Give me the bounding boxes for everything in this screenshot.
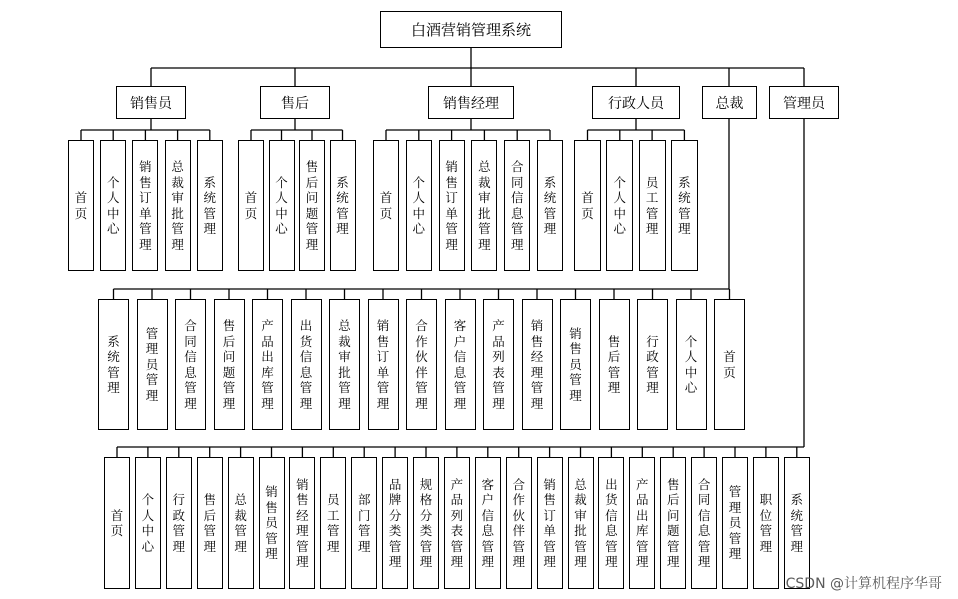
module-label: 个人中心	[412, 174, 426, 236]
module-node	[676, 299, 707, 430]
module-label: 售后管理	[607, 333, 621, 395]
module-label: 销售订单管理	[445, 159, 458, 252]
module-label: 系统管理	[203, 174, 217, 236]
module-node	[289, 457, 315, 589]
module-node	[98, 299, 129, 430]
module-label: 合作伙伴管理	[512, 476, 525, 569]
module-label: 总裁管理	[234, 492, 247, 554]
module-node	[373, 140, 399, 271]
module-label: 部门管理	[357, 492, 371, 554]
module-node	[537, 457, 563, 589]
module-label: 销售订单管理	[376, 318, 390, 411]
module-label: 个人中心	[613, 174, 627, 236]
module-label: 个人中心	[106, 174, 120, 236]
module-label: 职位管理	[759, 492, 773, 554]
module-label: 首页	[723, 349, 736, 380]
module-node	[753, 457, 779, 589]
module-label: 销售经理管理	[296, 476, 309, 569]
module-label: 首页	[379, 190, 393, 221]
module-label: 售后问题管理	[305, 159, 319, 252]
module-node	[714, 299, 745, 430]
module-node	[504, 140, 530, 271]
module-node	[132, 140, 158, 271]
root-node	[380, 11, 562, 48]
module-node	[351, 457, 377, 589]
module-label: 合同信息管理	[510, 159, 524, 252]
module-node	[197, 457, 223, 589]
module-node	[137, 299, 168, 430]
module-node	[560, 299, 591, 430]
module-node	[135, 457, 161, 589]
module-node	[722, 457, 748, 589]
module-label: 员工管理	[327, 492, 340, 554]
role-label: 总裁	[715, 95, 744, 112]
module-label: 销售订单管理	[543, 476, 556, 569]
module-node	[166, 457, 192, 589]
module-label: 销售经理管理	[530, 318, 544, 411]
module-label: 产品出库管理	[261, 318, 274, 411]
module-label: 个人中心	[141, 492, 155, 554]
module-label: 总裁审批管理	[338, 318, 351, 411]
module-node	[238, 140, 264, 271]
module-label: 个人中心	[275, 174, 288, 236]
role-node-administrator	[769, 86, 839, 119]
module-label: 销售员管理	[569, 325, 582, 403]
module-label: 系统管理	[678, 174, 691, 236]
module-node	[444, 457, 470, 589]
module-node	[291, 299, 322, 430]
watermark: CSDN @计算机程序华哥	[785, 576, 942, 592]
module-node	[100, 140, 126, 271]
module-label: 总裁审批管理	[171, 159, 184, 252]
module-label: 个人中心	[684, 333, 698, 395]
module-label: 总裁审批管理	[478, 159, 491, 252]
role-node-president	[702, 86, 757, 119]
module-node	[522, 299, 553, 430]
module-node	[639, 140, 666, 271]
module-node	[406, 299, 437, 430]
module-node	[691, 457, 717, 589]
module-node	[104, 457, 130, 589]
module-node	[506, 457, 532, 589]
module-node	[413, 457, 439, 589]
module-label: 品牌分类管理	[388, 476, 402, 569]
module-node	[330, 140, 356, 271]
module-node	[475, 457, 501, 589]
role-node-admin-staff	[592, 86, 680, 119]
role-label: 售后	[281, 95, 309, 112]
module-node	[68, 140, 94, 271]
module-node	[252, 299, 283, 430]
module-label: 员工管理	[645, 174, 659, 236]
module-node	[197, 140, 223, 271]
module-label: 合作伙伴管理	[415, 318, 428, 411]
module-label: 规格分类管理	[419, 476, 433, 569]
module-label: 售后问题管理	[666, 476, 680, 569]
role-node-aftersales	[260, 86, 330, 119]
module-label: 产品出库管理	[636, 476, 649, 569]
role-label: 销售员	[130, 95, 172, 112]
role-label: 行政人员	[608, 95, 664, 112]
module-node	[629, 457, 655, 589]
module-node	[537, 140, 563, 271]
module-node	[406, 140, 432, 271]
module-label: 销售订单管理	[139, 159, 152, 252]
module-node	[228, 457, 254, 589]
module-node	[368, 299, 399, 430]
module-label: 出货信息管理	[605, 476, 618, 569]
role-label: 管理员	[783, 95, 825, 112]
module-node	[483, 299, 514, 430]
module-label: 客户信息管理	[453, 318, 467, 411]
module-node	[165, 140, 191, 271]
module-label: 行政管理	[646, 333, 659, 395]
module-label: 产品列表管理	[450, 476, 464, 569]
module-label: 首页	[581, 190, 594, 221]
module-label: 行政管理	[172, 492, 186, 554]
module-label: 出货信息管理	[299, 318, 313, 411]
module-node	[671, 140, 698, 271]
module-label: 合同信息管理	[697, 476, 711, 569]
module-node	[439, 140, 465, 271]
role-node-sales	[116, 86, 186, 119]
module-label: 客户信息管理	[481, 476, 495, 569]
role-label: 销售经理	[443, 95, 499, 112]
module-node	[784, 457, 810, 589]
root-label: 白酒营销管理系统	[410, 21, 531, 39]
module-label: 系统管理	[543, 174, 557, 236]
module-label: 首页	[244, 190, 258, 221]
module-label: 总裁审批管理	[574, 476, 587, 569]
module-node	[175, 299, 206, 430]
module-node	[598, 457, 624, 589]
module-label: 系统管理	[107, 333, 120, 395]
module-label: 首页	[74, 190, 88, 221]
module-label: 合同信息管理	[184, 318, 197, 411]
module-label: 产品列表管理	[492, 318, 505, 411]
module-label: 首页	[110, 507, 124, 538]
role-node-sales-manager	[428, 86, 514, 119]
module-label: 管理员管理	[145, 325, 159, 403]
module-label: 管理员管理	[728, 484, 742, 562]
module-node	[382, 457, 408, 589]
module-node	[606, 140, 633, 271]
module-node	[269, 140, 295, 271]
module-node	[568, 457, 594, 589]
module-node	[445, 299, 476, 430]
module-label: 销售员管理	[265, 484, 278, 562]
module-node	[299, 140, 325, 271]
module-label: 系统管理	[790, 492, 804, 554]
module-node	[599, 299, 630, 430]
module-node	[259, 457, 285, 589]
module-label: 系统管理	[336, 174, 349, 236]
module-node	[320, 457, 346, 589]
module-node	[660, 457, 686, 589]
module-node	[471, 140, 497, 271]
module-label: 售后问题管理	[222, 318, 236, 411]
module-label: 售后管理	[203, 492, 216, 554]
module-node	[637, 299, 668, 430]
module-node	[574, 140, 601, 271]
module-node	[214, 299, 245, 430]
module-node	[329, 299, 360, 430]
